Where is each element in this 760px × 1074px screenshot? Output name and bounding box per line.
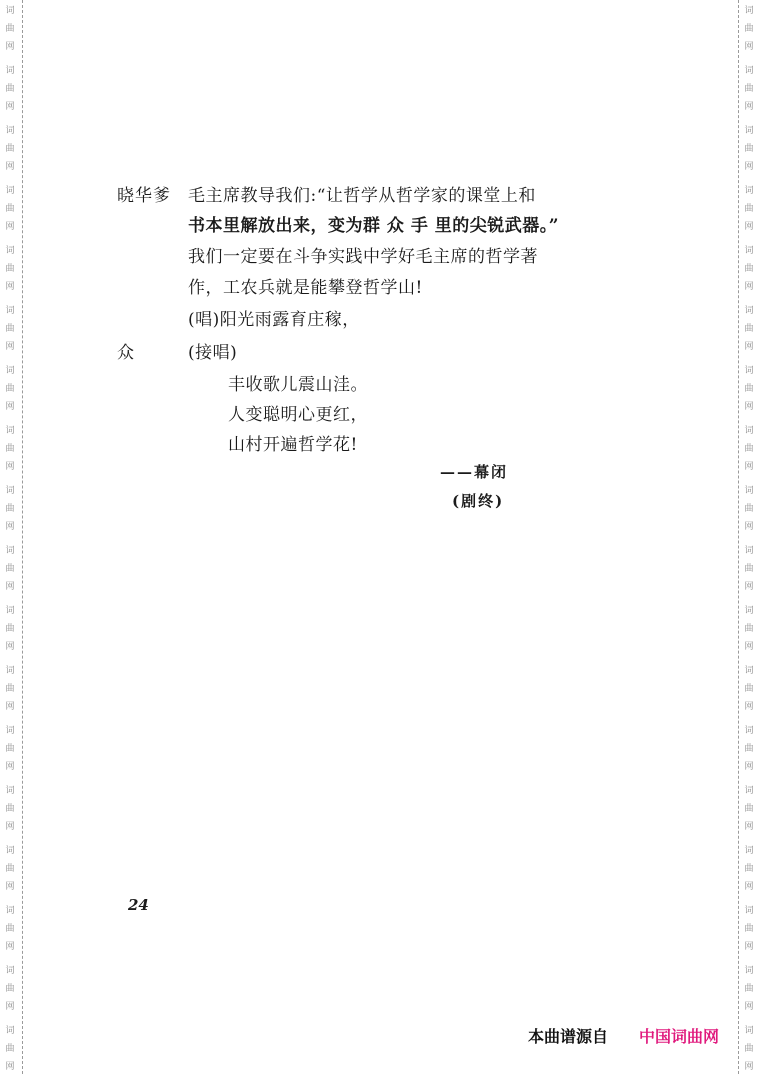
watermark-group	[3, 722, 17, 776]
watermark-char: 词	[5, 486, 15, 496]
watermark-char: 词	[744, 966, 754, 976]
watermark-char: 词	[744, 126, 754, 136]
watermark-char: 曲	[744, 684, 754, 694]
watermark-char: 曲	[744, 924, 754, 934]
right-margin-line	[738, 0, 739, 1074]
stage-direction-chorus: (接唱)	[188, 343, 238, 363]
watermark-group	[3, 902, 17, 956]
watermark-group	[742, 242, 756, 296]
watermark-char: 曲	[744, 744, 754, 754]
watermark-char: 词	[744, 66, 754, 76]
watermark-char: 网	[5, 582, 15, 592]
watermark-char: 词	[5, 726, 15, 736]
watermark-char: 曲	[744, 204, 754, 214]
page-number: 24	[128, 896, 149, 914]
watermark-char: 词	[5, 1026, 15, 1036]
watermark-group	[742, 362, 756, 416]
watermark-char: 网	[5, 1062, 15, 1072]
watermark-char: 网	[744, 102, 754, 112]
watermark-char: 网	[5, 942, 15, 952]
watermark-group	[3, 662, 17, 716]
watermark-char: 网	[5, 822, 15, 832]
watermark-group	[742, 602, 756, 656]
watermark-char: 曲	[5, 384, 15, 394]
watermark-group	[742, 62, 756, 116]
watermark-char: 词	[5, 306, 15, 316]
watermark-group	[3, 542, 17, 596]
watermark-char: 网	[744, 162, 754, 172]
watermark-char: 词	[744, 906, 754, 916]
watermark-char: 网	[5, 462, 15, 472]
watermark-char: 词	[744, 726, 754, 736]
watermark-group	[742, 782, 756, 836]
dialogue-line-4: 作，工农兵就是能攀登哲学山!	[188, 278, 423, 298]
watermark-group	[742, 962, 756, 1016]
watermark-char: 词	[5, 66, 15, 76]
watermark-char: 曲	[744, 144, 754, 154]
dialogue-line-1: 毛主席教导我们:“让哲学从哲学家的课堂上和	[188, 186, 536, 206]
right-watermark-column	[742, 0, 756, 1074]
lyric-line-1: 丰收歌儿震山洼。	[228, 375, 368, 395]
watermark-char: 网	[5, 642, 15, 652]
watermark-group	[3, 422, 17, 476]
watermark-char: 网	[5, 882, 15, 892]
watermark-char: 曲	[744, 324, 754, 334]
watermark-char: 词	[744, 426, 754, 436]
watermark-char: 网	[744, 1062, 754, 1072]
dialogue-line-2: 书本里解放出来，变为群 众 手 里的尖锐武器。”	[188, 216, 560, 236]
watermark-char: 曲	[744, 864, 754, 874]
watermark-char: 曲	[5, 804, 15, 814]
watermark-char: 词	[5, 6, 15, 16]
watermark-char: 曲	[5, 24, 15, 34]
watermark-char: 词	[744, 666, 754, 676]
watermark-char: 曲	[5, 504, 15, 514]
dialogue-line-3: 我们一定要在斗争实践中学好毛主席的哲学著	[188, 247, 538, 267]
watermark-char: 网	[744, 42, 754, 52]
watermark-group	[3, 482, 17, 536]
watermark-group	[742, 302, 756, 356]
watermark-char: 网	[744, 342, 754, 352]
watermark-char: 曲	[5, 204, 15, 214]
watermark-group	[742, 1022, 756, 1074]
watermark-char: 曲	[744, 24, 754, 34]
watermark-group	[742, 542, 756, 596]
watermark-char: 曲	[5, 324, 15, 334]
watermark-char: 网	[744, 702, 754, 712]
left-margin-line	[22, 0, 23, 1074]
watermark-char: 网	[5, 42, 15, 52]
watermark-group	[3, 302, 17, 356]
watermark-char: 词	[744, 486, 754, 496]
watermark-char: 词	[5, 966, 15, 976]
watermark-char: 网	[744, 822, 754, 832]
watermark-group	[742, 722, 756, 776]
watermark-char: 网	[5, 1002, 15, 1012]
watermark-char: 曲	[744, 564, 754, 574]
footer-source-label: 本曲谱源自	[528, 1027, 609, 1046]
watermark-char: 词	[5, 186, 15, 196]
curtain-closes: ——幕闭	[440, 463, 509, 481]
dialogue-line-5-sing: (唱)阳光雨露育庄稼，	[188, 310, 360, 330]
watermark-char: 词	[744, 246, 754, 256]
watermark-char: 词	[744, 306, 754, 316]
watermark-char: 词	[744, 786, 754, 796]
watermark-group	[742, 2, 756, 56]
watermark-group	[742, 662, 756, 716]
watermark-char: 网	[5, 102, 15, 112]
footer-site-name[interactable]: 中国词曲网	[639, 1027, 720, 1046]
watermark-char: 曲	[5, 864, 15, 874]
watermark-char: 网	[744, 642, 754, 652]
watermark-group	[742, 422, 756, 476]
watermark-char: 曲	[744, 264, 754, 274]
watermark-char: 曲	[5, 924, 15, 934]
watermark-char: 曲	[744, 804, 754, 814]
speaker-xiaohua-father: 晓华爹	[117, 186, 171, 206]
watermark-char: 网	[744, 222, 754, 232]
watermark-char: 词	[5, 546, 15, 556]
watermark-char: 曲	[744, 624, 754, 634]
watermark-group	[3, 62, 17, 116]
watermark-char: 网	[5, 522, 15, 532]
watermark-char: 词	[5, 906, 15, 916]
lyric-line-2: 人变聪明心更红，	[228, 405, 368, 425]
watermark-char: 网	[744, 462, 754, 472]
watermark-char: 曲	[5, 564, 15, 574]
watermark-char: 曲	[5, 744, 15, 754]
watermark-group	[3, 1022, 17, 1074]
watermark-char: 曲	[744, 984, 754, 994]
watermark-char: 词	[744, 846, 754, 856]
watermark-char: 词	[5, 426, 15, 436]
watermark-char: 网	[744, 282, 754, 292]
watermark-group	[3, 602, 17, 656]
watermark-char: 网	[5, 702, 15, 712]
watermark-char: 词	[744, 186, 754, 196]
watermark-char: 词	[5, 846, 15, 856]
watermark-char: 词	[744, 1026, 754, 1036]
watermark-group	[742, 842, 756, 896]
watermark-char: 词	[5, 126, 15, 136]
watermark-char: 网	[5, 762, 15, 772]
watermark-char: 曲	[744, 84, 754, 94]
watermark-char: 词	[744, 6, 754, 16]
left-watermark-column	[3, 0, 17, 1074]
watermark-char: 曲	[744, 444, 754, 454]
watermark-group	[742, 482, 756, 536]
watermark-char: 曲	[5, 984, 15, 994]
watermark-group	[742, 122, 756, 176]
watermark-char: 曲	[5, 84, 15, 94]
watermark-char: 曲	[5, 624, 15, 634]
watermark-group	[3, 2, 17, 56]
watermark-group	[3, 362, 17, 416]
play-end: (剧终)	[452, 492, 505, 510]
watermark-group	[3, 782, 17, 836]
watermark-char: 词	[5, 666, 15, 676]
watermark-char: 曲	[5, 264, 15, 274]
watermark-char: 网	[5, 282, 15, 292]
watermark-char: 曲	[5, 1044, 15, 1054]
watermark-char: 词	[5, 606, 15, 616]
watermark-group	[3, 962, 17, 1016]
watermark-group	[3, 842, 17, 896]
watermark-char: 网	[744, 762, 754, 772]
watermark-char: 网	[5, 162, 15, 172]
watermark-group	[3, 242, 17, 296]
watermark-char: 网	[5, 222, 15, 232]
watermark-char: 网	[744, 402, 754, 412]
watermark-char: 词	[744, 606, 754, 616]
watermark-group	[742, 902, 756, 956]
watermark-char: 网	[744, 522, 754, 532]
watermark-char: 网	[744, 882, 754, 892]
watermark-group	[742, 182, 756, 236]
watermark-char: 曲	[5, 684, 15, 694]
watermark-group	[3, 122, 17, 176]
watermark-char: 网	[5, 402, 15, 412]
watermark-char: 网	[744, 942, 754, 952]
watermark-char: 词	[5, 786, 15, 796]
watermark-char: 网	[744, 582, 754, 592]
lyric-line-3: 山村开遍哲学花!	[228, 435, 358, 455]
watermark-char: 词	[744, 366, 754, 376]
watermark-char: 曲	[744, 1044, 754, 1054]
watermark-char: 词	[744, 546, 754, 556]
watermark-char: 网	[744, 1002, 754, 1012]
watermark-char: 曲	[744, 384, 754, 394]
watermark-char: 词	[5, 246, 15, 256]
watermark-char: 曲	[5, 144, 15, 154]
watermark-char: 曲	[744, 504, 754, 514]
watermark-char: 曲	[5, 444, 15, 454]
watermark-char: 词	[5, 366, 15, 376]
watermark-group	[3, 182, 17, 236]
watermark-char: 网	[5, 342, 15, 352]
speaker-chorus: 众	[117, 343, 135, 363]
